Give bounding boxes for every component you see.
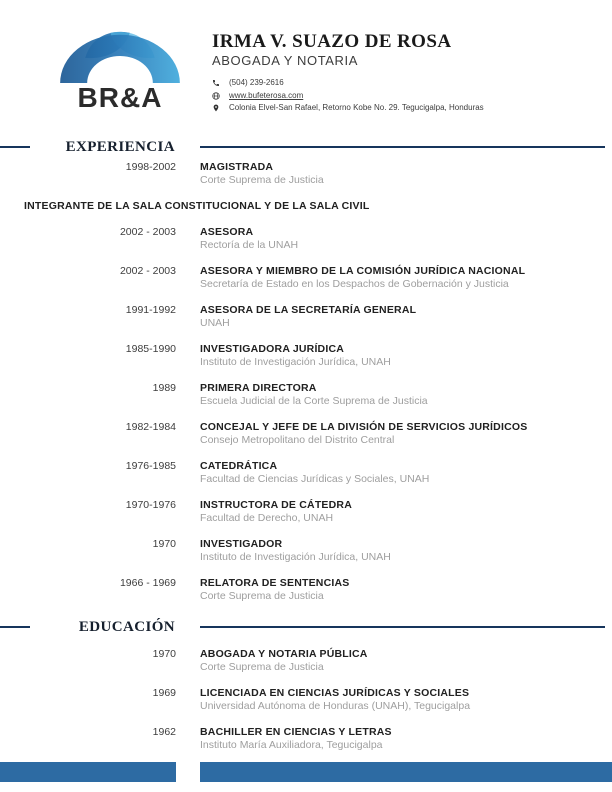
bridge-logo-icon bbox=[56, 27, 184, 83]
contact-list bbox=[212, 77, 592, 115]
entry-organization: Consejo Metropolitano del Distrito Central bbox=[200, 434, 395, 446]
entry-organization: Instituto María Auxiliadora, Tegucigalpa bbox=[200, 739, 383, 751]
resume-entry bbox=[0, 304, 612, 330]
entry-title: RELATORA DE SENTENCIAS bbox=[200, 577, 350, 589]
entry-body bbox=[200, 382, 428, 408]
resume-entry bbox=[0, 460, 612, 486]
experience-list bbox=[0, 161, 612, 616]
entry-dates: 1962 bbox=[152, 726, 176, 738]
resume-entry bbox=[0, 577, 612, 603]
entry-body bbox=[200, 648, 368, 674]
entry-dates: 1976-1985 bbox=[125, 460, 176, 472]
contact-website[interactable] bbox=[212, 90, 592, 103]
section-header-experiencia bbox=[0, 137, 605, 157]
entry-body bbox=[200, 265, 525, 291]
website-link[interactable]: www.bufeterosa.com bbox=[229, 90, 304, 100]
phone-number: (504) 239-2616 bbox=[229, 78, 284, 88]
resume-entry bbox=[0, 200, 612, 213]
entry-body bbox=[200, 460, 429, 486]
entry-body bbox=[200, 421, 527, 447]
page-title: IRMA V. SUAZO DE ROSA bbox=[212, 31, 452, 52]
resume-entry bbox=[0, 538, 612, 564]
entry-organization: Universidad Autónoma de Honduras (UNAH), Tegucigalpa bbox=[200, 700, 471, 712]
entry-title: ASESORA DE LA SECRETARÍA GENERAL bbox=[200, 304, 417, 316]
section-title-experiencia: EXPERIENCIA bbox=[65, 138, 175, 155]
entry-body bbox=[200, 343, 391, 369]
resume-entry bbox=[0, 226, 612, 252]
entry-title: LICENCIADA EN CIENCIAS JURÍDICAS Y SOCIALES bbox=[200, 687, 470, 699]
entry-organization: Facultad de Ciencias Jurídicas y Sociales, UNAH bbox=[200, 473, 430, 485]
section-rule-left bbox=[0, 146, 30, 148]
entry-organization: Secretaría de Estado en los Despachos de Gobernación y Justicia bbox=[200, 278, 509, 290]
section-rule-right bbox=[200, 146, 605, 148]
resume-entry bbox=[0, 343, 612, 369]
resume-entry bbox=[0, 726, 612, 752]
entry-organization: Rectoría de la UNAH bbox=[200, 239, 299, 251]
contact-phone bbox=[212, 77, 592, 90]
entry-dates: 1989 bbox=[152, 382, 176, 394]
entry-dates: 1998-2002 bbox=[125, 161, 176, 173]
footer-bar-left bbox=[0, 762, 176, 782]
entry-dates: 2002 - 2003 bbox=[119, 226, 176, 238]
phone-icon bbox=[212, 79, 220, 87]
header bbox=[212, 30, 592, 115]
address-text: Colonia Elvel-San Rafael, Retorno Kobe No. 29. Tegucigalpa, Honduras bbox=[229, 103, 484, 113]
entry-dates: 1982-1984 bbox=[125, 421, 176, 433]
logo-text: BR&A bbox=[77, 82, 163, 113]
entry-organization: Instituto de Investigación Jurídica, UNAH bbox=[200, 551, 391, 563]
entry-body bbox=[200, 304, 416, 330]
globe-icon bbox=[212, 92, 220, 100]
entry-organization: Escuela Judicial de la Corte Suprema de Justicia bbox=[200, 395, 428, 407]
entry-title: INSTRUCTORA DE CÁTEDRA bbox=[200, 499, 352, 511]
entry-body bbox=[200, 226, 298, 252]
entry-dates: 2002 - 2003 bbox=[119, 265, 176, 277]
entry-body bbox=[200, 538, 391, 564]
entry-dates: 1970 bbox=[152, 648, 176, 660]
section-rule-left bbox=[0, 626, 30, 628]
section-title-educacion: EDUCACIÓN bbox=[78, 618, 175, 635]
resume-entry bbox=[0, 382, 612, 408]
entry-body bbox=[200, 726, 392, 752]
resume-entry bbox=[0, 161, 612, 187]
entry-organization: UNAH bbox=[200, 317, 230, 329]
entry-dates: 1970 bbox=[152, 538, 176, 550]
contact-address bbox=[212, 102, 592, 115]
section-header-educacion bbox=[0, 617, 605, 637]
entry-body bbox=[200, 499, 352, 525]
entry-title: ASESORA Y MIEMBRO DE LA COMISIÓN JURÍDICA NACIONAL bbox=[200, 265, 526, 277]
entry-dates: 1969 bbox=[152, 687, 176, 699]
entry-title: INVESTIGADORA JURÍDICA bbox=[200, 343, 345, 355]
entry-organization: Corte Suprema de Justicia bbox=[200, 590, 324, 602]
entry-organization: Instituto de Investigación Jurídica, UNAH bbox=[200, 356, 391, 368]
entry-dates: 1970-1976 bbox=[125, 499, 176, 511]
section-rule-right bbox=[200, 626, 605, 628]
footer-bar-right bbox=[200, 762, 612, 782]
entry-title: INTEGRANTE DE LA SALA CONSTITUCIONAL Y DE LA SALA CIVIL bbox=[24, 200, 370, 212]
entry-title: CONCEJAL Y JEFE DE LA DIVISIÓN DE SERVICIOS JURÍDICOS bbox=[200, 421, 528, 433]
entry-body bbox=[200, 161, 324, 187]
entry-title: MAGISTRADA bbox=[200, 161, 274, 173]
entry-title: PRIMERA DIRECTORA bbox=[200, 382, 317, 394]
entry-dates: 1991-1992 bbox=[125, 304, 176, 316]
education-list bbox=[0, 648, 612, 765]
entry-title: ASESORA bbox=[200, 226, 254, 238]
resume-entry bbox=[0, 648, 612, 674]
resume-entry bbox=[0, 421, 612, 447]
entry-title: INVESTIGADOR bbox=[200, 538, 283, 550]
job-subtitle: ABOGADA Y NOTARIA bbox=[212, 53, 359, 68]
entry-organization: Corte Suprema de Justicia bbox=[200, 661, 324, 673]
entry-body bbox=[24, 200, 369, 213]
entry-organization: Facultad de Derecho, UNAH bbox=[200, 512, 334, 524]
resume-entry bbox=[0, 687, 612, 713]
entry-title: BACHILLER EN CIENCIAS Y LETRAS bbox=[200, 726, 392, 738]
resume-entry bbox=[0, 265, 612, 291]
entry-body bbox=[200, 577, 349, 603]
resume-entry bbox=[0, 499, 612, 525]
entry-title: ABOGADA Y NOTARIA PÚBLICA bbox=[200, 648, 368, 660]
entry-dates: 1966 - 1969 bbox=[119, 577, 176, 589]
logo bbox=[55, 27, 185, 112]
entry-title: CATEDRÁTICA bbox=[200, 460, 278, 472]
entry-dates: 1985-1990 bbox=[125, 343, 176, 355]
entry-body bbox=[200, 687, 470, 713]
entry-organization: Corte Suprema de Justicia bbox=[200, 174, 324, 186]
location-pin-icon bbox=[212, 104, 220, 112]
